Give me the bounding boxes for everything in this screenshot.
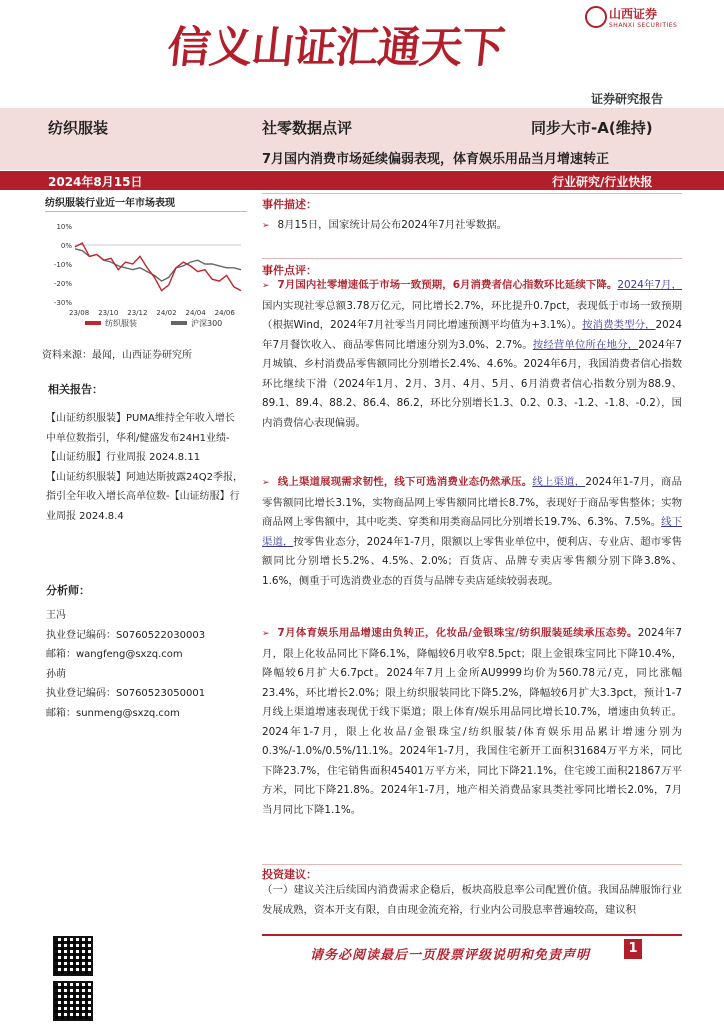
para2-text-2: 按零售业态分，2024年1-7月，限额以上零售业单位中，便利店、专业店、超市零售额同比分别增长5.2%、4.5%、2.0%；百货店、品牌专卖店零售额分别下降3.8%、1.6%，侧重于可选消费业态的百货与品牌专卖店延续较弱表现。 (262, 535, 683, 587)
report-title: 7月国内消费市场延续偏弱表现，体育娱乐用品当月增速转正 (262, 152, 610, 167)
arrow-icon: ➢ (262, 478, 270, 488)
slogan: 信义山证汇通天下 (165, 23, 507, 73)
qr-code-icon (53, 981, 93, 1021)
legend-label: 沪深300 (191, 319, 223, 328)
comment-paragraph-3 (262, 624, 682, 820)
event-text-body: 8月15日，国家统计局公布2024年7月社零数据。 (277, 219, 508, 231)
x-tick-label: 24/04 (185, 309, 206, 317)
para2-link-2: 线下渠道， (262, 516, 683, 548)
para1-link-3: 按经营单位所在地分， (532, 338, 639, 351)
footer-divider (262, 934, 682, 936)
analyst-email[interactable]: 邮箱：wangfeng@sxzq.com (46, 649, 183, 660)
analyst-name: 王冯 (46, 610, 66, 621)
performance-chart (45, 218, 247, 342)
divider (262, 864, 682, 865)
related-reports-title: 相关报告： (48, 383, 103, 396)
analysts-list (46, 606, 246, 723)
analysts-title: 分析师： (46, 584, 90, 597)
arrow-icon: ➢ (262, 629, 270, 639)
para1-text-2: 2024年7月餐饮收入、商品零售同比增速分别为3.0%、2.7%。 (262, 319, 682, 351)
event-title: 事件描述： (262, 198, 317, 211)
series-line-hs300 (75, 249, 241, 281)
report-date: 2024年8月15日 (48, 175, 143, 189)
para2-lead: 线上渠道展现需求韧性，线下可选消费业态仍然承压。 (277, 476, 533, 488)
divider (262, 193, 682, 194)
comment-title: 事件点评： (262, 264, 317, 277)
x-tick-label: 23/10 (98, 309, 119, 317)
y-tick-label: -30% (53, 299, 72, 307)
report-series: 社零数据点评 (262, 119, 353, 137)
para1-link-1: 2024年7月， (617, 279, 682, 291)
series-line-textile (75, 243, 241, 291)
qr-code-icon (53, 936, 93, 976)
comment-paragraph-1 (262, 276, 682, 433)
arrow-icon: ➢ (262, 281, 270, 291)
divider (262, 258, 682, 259)
page-number: 1 (624, 939, 642, 959)
report-type: 证券研究报告 (591, 92, 664, 106)
para2-link-1: 线上渠道， (532, 476, 586, 488)
x-tick-label: 23/08 (69, 309, 90, 317)
related-report-item[interactable]: 【山证纺织服装】阿迪达斯披露24Q2季报，指引全年收入增长高单位数-【山证纺服】行业周报 2024.8.4 (46, 471, 243, 522)
invest-text: （一）建议关注后续国内消费需求企稳后，板块高股息率公司配置价值。我国品牌服饰行业发展成熟，资本开支有限，自由现金流充裕，行业内公司股息率普遍较高，建议积 (262, 884, 682, 916)
arrow-icon: ➢ (262, 221, 270, 231)
y-tick-label: -20% (53, 280, 72, 288)
industry-label: 纺织服装 (48, 119, 109, 137)
rating: 同步大市-A(维持) (531, 119, 653, 137)
analyst-email[interactable]: 邮箱：sunmeng@sxzq.com (46, 707, 180, 719)
para1-lead: 7月国内社零增速低于市场一致预期，6月消费者信心指数环比延续下降。 (277, 279, 618, 291)
analyst-license: 执业登记编码：S0760523050001 (46, 688, 206, 699)
legend-swatch (171, 321, 187, 325)
para1-link-2: 按消费类型分， (582, 319, 656, 331)
related-report-item[interactable]: 【山证纺织服装】PUMA维持全年收入增长中单位数指引，华利/健盛发布24H1业绩-【山证纺服】行业周报 2024.8.11 (46, 413, 235, 463)
y-tick-label: 10% (56, 223, 72, 231)
comment-paragraph-2 (262, 473, 682, 591)
legend-label: 纺织服装 (105, 319, 137, 328)
para3-lead: 7月体育娱乐用品增速由负转正，化妆品/金银珠宝/纺织服装延续承压态势。 (277, 627, 638, 639)
x-tick-label: 23/12 (127, 309, 148, 317)
chart-title: 纺织服装行业近一年市场表现 (45, 194, 247, 212)
analyst-name: 孙萌 (46, 668, 66, 680)
x-tick-label: 24/06 (214, 309, 235, 317)
y-tick-label: -10% (53, 261, 72, 269)
legend-swatch (85, 321, 101, 325)
chart-source: 资料来源：最闻，山西证券研究所 (42, 350, 192, 361)
company-name-en: SHANXI SECURITIES (609, 22, 678, 29)
related-reports-list (46, 409, 244, 526)
para1-text-3: 2024年7月城镇、乡村消费品零售额同比分别增长2.4%、4.6%。2024年6月，我国消费者信心指数环比继续下滑（2024年1月、2月、3月、4月、5月、6月消费者信心指数分别为88.9、89.1、89.4、88.2、86.4、86.2，环比分别增长1.3、0.2、0.3、-1.2、-1.8、-0.2），国内消费信心表现偏弱。 (262, 338, 683, 429)
x-tick-label: 24/02 (156, 309, 177, 317)
para1-text-1: 国内实现社零总额3.78万亿元，同比增长2.7%，环比提升0.7pct，表现低于市场一致预期（根据Wind，2024年7月社零当月同比增速预测平均值为+3.1%）。 (262, 299, 682, 331)
report-kind: 行业研究/行业快报 (552, 175, 653, 189)
event-text (262, 216, 682, 237)
disclaimer: 请务必阅读最后一页股票评级说明和免责声明 (310, 948, 591, 963)
company-name: 山西证券 (609, 7, 658, 21)
para2-text-1: 2024年1-7月，商品零售额同比增长3.1%，实物商品网上零售额同比增长8.7%，表现好于商品零售整体；实物商品网上零售额中，其中吃类、穿类和用类商品同比分别增长19.7%、6.3%、7.5%。 (262, 476, 683, 528)
invest-title: 投资建议： (262, 868, 317, 881)
y-tick-label: 0% (60, 242, 72, 250)
analyst-license: 执业登记编码：S0760522030003 (46, 629, 206, 641)
para3-text: 2024年7月，限上化妆品同比下降6.1%，降幅较6月收窄8.5pct；限上金银珠宝同比下降10.4%，降幅较6月扩大6.7pct。2024年7月上金所AU9999均价为560.78元/克，同比涨幅23.4%，环比增长2.0%；限上纺织服装同比下降5.2%，降幅较6月扩大3.3pct，预计1-7月线上渠道增速表现优于线下渠道；限上体育/娱乐用品同比增长10.7%，增速由负转正。2024年1-7月，限上化妆品/金银珠宝/纺织服装/体育娱乐用品累计增速分别为0.3%/-1.0%/0.5%/11.1%。2024年1-7月，我国住宅新开工面积31684万平方米，同比下降23.7%，住宅销售面积45401万平方米，同比下降21.1%，住宅竣工面积21867万平方米，同比下降21.8%。2024年1-7月，地产相关消费品家具类社零同比增长2.0%，7月当月同比下降1.1%。 (262, 627, 682, 816)
company-logo-icon (585, 6, 607, 28)
